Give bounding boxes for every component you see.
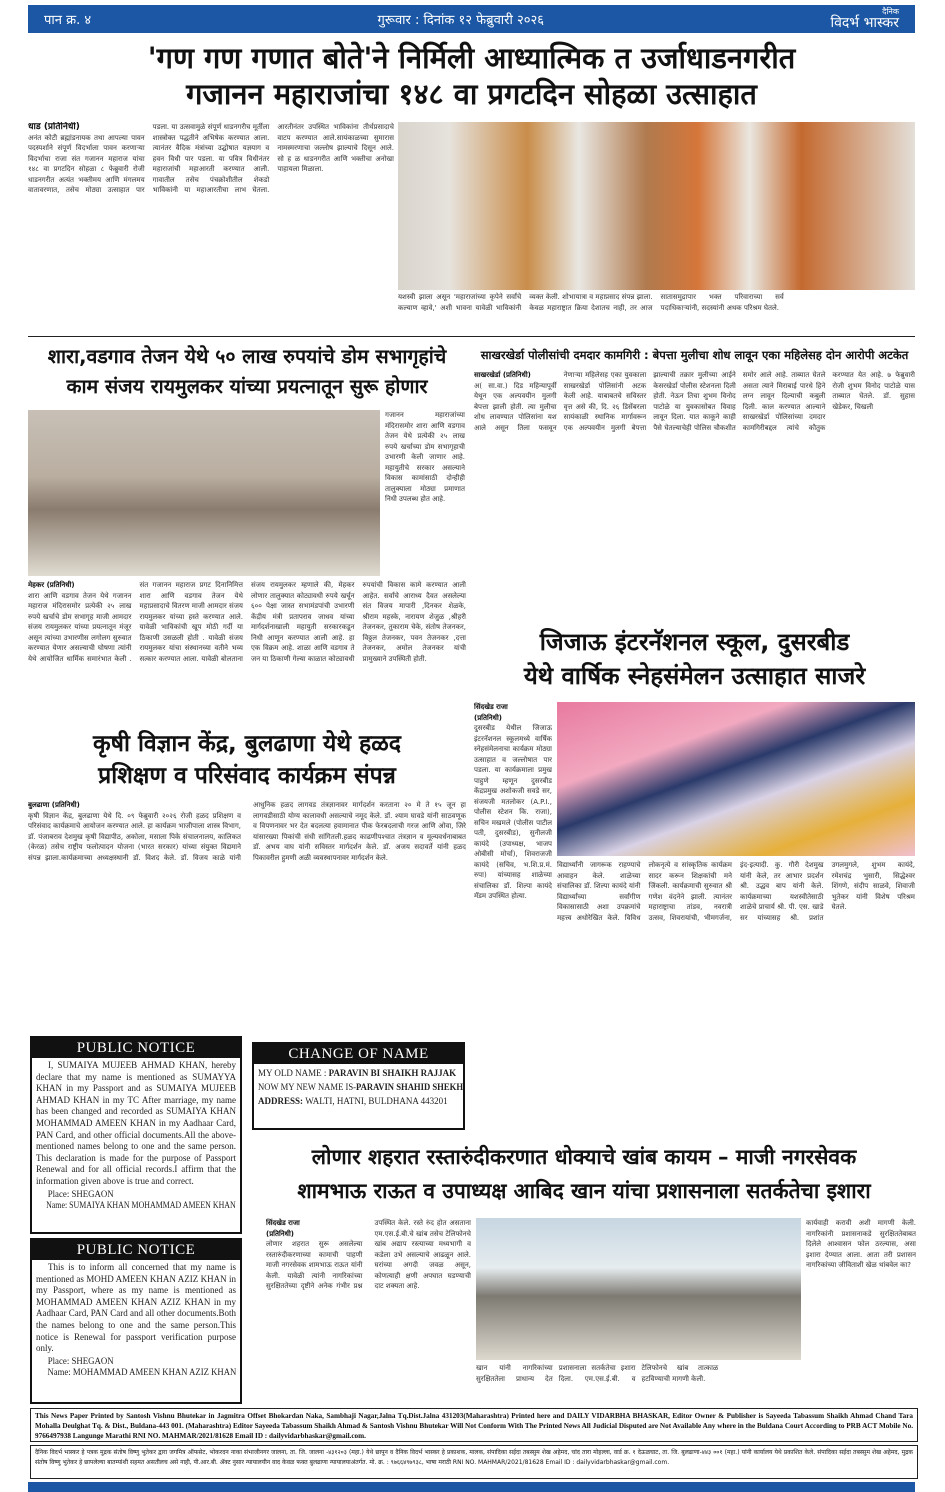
headline-gajanan xyxy=(28,40,915,112)
old-name-line xyxy=(258,1066,459,1080)
old-name: PARAVIN BI SHAIKH RAJJAK xyxy=(328,1068,457,1078)
photo-felicitation xyxy=(28,410,380,576)
dateline: मेहकर (प्रतिनिधी) xyxy=(28,581,75,589)
dateline: (प्रतिनिधी) xyxy=(266,1229,295,1238)
article-text: कृषी विज्ञान केंद्र, बुलढाणा येथे दि. ०९ फेब्रुवारी २०२६ रोजी हळद प्रशिक्षण व परिसंवाद कार्यक्रमाचे आयोजन करण्यात आले. हा कार्यक्रम भाजीपाला शास्त्र विभाग, डॉ. पंजाबराव देशमुख कृषी विद्यापीठ, अकोला, मसाला पिके संचालनालय, कालिकत (केरळ) तसेच राष्ट्रीय फलोत्पादन योजना (भारत सरकार) यांच्या संयुक्त विद्यमाने संपन्न झाला.कार्यक्रमाच्या अध्यक्षस्थानी डॉ. विशद केले. डॉ. विजय काळे यांनी आधुनिक हळद लागवड तंत्रज्ञानावर मार्गदर्शन करताना २० मे ते १५ जून हा लागवडीसाठी योग्य कालावधी असल्याचे नमूद केले. डॉ. श्याम घावडे यांनी साठवणूक व विपणनावर भर देत बदलत्या हवामानात पीक फेरबदलाची गरज आणि ओवा, जिरे यांसारख्या पिकांची संधी सांगितली.हळद काढणीपश्चात तंत्रज्ञान व मूल्यवर्धनाबाबत डॉ. अभय वाघ यांनी सविस्तर मार्गदर्शन केले. डॉ. अजय सदावर्ते यांनी हळद पिकावरील हुमणी अळी व्यवस्थापनावर मार्गदर्शन केले. xyxy=(28,801,466,862)
photo-caption: यशस्वी झाला असून 'महाराजांच्या कृपेने सर्वांचे कल्याण व्हावे,' अशी भावना यावेळी भाविकांनी व्यक्त केली. शोभायात्रा व महाप्रसाद संपन्न झाला. केवळ महाराष्ट्रात क्रिया देशातच नाही, तर आज सातासमुद्रापार भक्त परिवाराच्या सर्व पदाधिकाऱ्यांनी, सदस्यांनी अथक परिश्रम घेतले. xyxy=(398,293,784,312)
notice-place: Place: SHEGAON xyxy=(47,1355,114,1366)
notice-text: I, SUMAIYA MUJEEB AHMAD KHAN, hereby declare that my name is mentioned as SUMAYYA KHAN in my Passport and as SUMAIYA MUJEEB AHMAD KHAN in my TC After marriage, my name has been changed and recorded as SUMAIYA KHAN MOHAMMAD AMEEN KHAN in my Aadhaar Card, PAN Card, and other official documents.All the above-mentioned names belong to one and the same person. This declaration is made for the purpose of Passport Renewal and for all official records.I affirm that the information given above is true and correct. xyxy=(36,1060,236,1186)
issue-date: गुरूवार : दिनांक १२ फेब्रुवारी २०२६ xyxy=(377,13,545,28)
article-shara-body xyxy=(28,580,466,690)
divider xyxy=(28,336,915,337)
headline-line: प्रशिक्षण व परिसंवाद कार्यक्रम संपन्न xyxy=(98,763,396,789)
notice-name: Name: MOHAMMAD AMEEN KHAN AZIZ KHAN xyxy=(47,1367,237,1378)
article-text: अनंत कोटी ब्रह्मांडनायक तथा आपल्या पावन पदस्पर्शाने संपूर्ण विदर्भाला पावन करणाऱ्या विदर्भाचा राजा संत गजानन महाराज यांचा १४८ वा प्रगटदिन सोहळा ८ फेब्रुवारी रोजी धाडनगरीत अत्यंत भक्तीमय आणि मंगलमय वातावरणात, तसेच मोठ्या उत्साहात पार पडला. या उत्सवामुळे संपूर्ण धाडनगरीच मूर्तीला शास्त्रोक्त पद्धतीने अभिषेक करण्यात आला. त्यानंतर वैदिक मंत्रांच्या उद्घोषात यज्ञयाग व हवन विधी पार पडला. या पवित्र विधीनंतर महाराजांची महाआरती करण्यात आली. गावातील तसेच पंचक्रोशीतील शेकडो भाविकांनी या महाआरतीचा लाभ घेतला. आरतीनंतर उपस्थित भाविकांना तीर्थप्रसादाचे वाटप करण्यात आले.सायंकाळच्या सुमारास नामस्मरणाचा जल्लोष झाल्याचे दिसून आले. सो ह ळ धाडनगरीत आणि भक्तीचा अनोखा पाहायला मिळाला. xyxy=(28,123,394,194)
notice-name: Name: SUMAIYA KHAN MOHAMMAD AMEEN KHAN xyxy=(46,1200,236,1211)
photo-caption: खान यांनी नागरिकांच्या सुरक्षिततेला प्राधान्य देत प्रशासनाला सतर्कतेचा इशारा दिला. एम.एस.ई.बी. व टेलिफोनचे खांब तात्काळ हटविण्याची मागणी केली. xyxy=(476,1364,719,1383)
notice-place: Place: SHEGAON xyxy=(47,1188,114,1199)
article-sakharkherda-body xyxy=(474,370,915,615)
address-label: ADDRESS: xyxy=(258,1096,306,1106)
dateline: (प्रतिनिधी) xyxy=(474,713,503,722)
photo-school-event xyxy=(557,702,915,856)
article-text: दुसरबीड येथील जिजाऊ इंटरनॅशनल स्कूलमध्ये वार्षिक स्नेहसंमेलनाचा कार्यक्रम मोठ्या उत्साहात व जल्लोषात पार पडला. या कार्यक्रमाला प्रमुख पाहुणे म्हणून दुसरबीड केंद्रप्रमुख अशोकजी सवडे सर, संजयजी मतलोकर (A.P.I., पोलीस स्टेशन कि. राजा), सचिन मखमले (पोलीस पाटील पती, दुसरबीड), सुनीलजी कायंदे (उपाध्यक्ष, भाजप ओबीसी मोर्चा), शिवराजजी कायंदे (सचिव, भ.शि.प्र.मं. रुपा) यांच्यासह शाळेच्या संचालिका डॉ. शिल्पा कायंदे मॅडम उपस्थित होत्या. xyxy=(474,724,552,900)
masthead-bar xyxy=(28,5,915,33)
article-shara-side: गजानन महाराजांच्या मंदिरासमोर शारा आणि वडगाव तेजन येथे प्रत्येकी २५ लाख रुपये खर्चाच्या डोम सभागृहाची उभारणी केली जाणार आहे. महायुतीचे सरकार असल्याने विकास कामांसाठी दोन्हीही तालुक्याला मोठ्या प्रमाणात निधी उपलब्ध होत आहे. xyxy=(385,411,465,503)
old-name-label: MY OLD NAME : xyxy=(258,1068,329,1078)
newspaper-logo xyxy=(830,8,899,30)
headline-shara xyxy=(28,342,466,402)
headline-line: जिजाऊ इंटरनॅशनल स्कूल, दुसरबीड xyxy=(539,628,850,656)
article-text: शारा आणि वडगाव तेजन येथे गजानन महाराज मंदिरासमोर प्रत्येकी २५ लाख रुपये खर्चाचे डोम सभागृह माजी आमदार संजय रायमुलकर यांच्या प्रयत्नातून मंजूर असून त्यांच्या उभारणीस लगोलग सुरुवात करण्यात येणार असल्याची घोषणा त्यांनी येथे आयोजित धार्मिक समारंभात केली . संत गजानन महाराज प्रगट दिनानिमित्त शारा आणि वडगाव तेजन येथे महाप्रसादाचे वितरण माजी आमदार संजय रायमुलकर यांच्या हस्ते करण्यात आले. यावेळी भाविकांची खूप मोठी गर्दी या ठिकाणी उसळली होती . यावेळी संजय रायमुलकर यांचा संस्थानच्या वतीने भव्य सत्कार करण्यात आला. यावेळी बोलताना संजय रायमुलकर म्हणाले की, मेहकर लोणार तालुक्यात कोट्यावधी रुपये खर्चून ६०० पेक्षा जास्त सभामंडपांची उभारणी केंद्रीय मंत्री प्रतापराव जाधव यांच्या मार्गदर्शनाखाली महायुती सरकारकडून निधी आणून करण्यात आली आहे. हा एक विक्रम आहे. शाळा आणि वडगाव ते जन या ठिकाणी गेल्या काळात कोट्यावधी रुपयांची विकास कामे करण्यात आली आहेत. सर्वांचे आराध्य दैवत असलेल्या संत विजय मापारी ,दिनकर शेळके, श्रीराम महस्के, नारायण शेजुळ ,श्रीहरी तेजनकर, तुकाराम चेके, संतोष तेजनकर, विठ्ठल तेजनकर, पवन तेजनकर ,दत्ता तेजनकर, अमोल तेजनकर यांची प्रामुख्याने उपस्थिती होती. xyxy=(28,581,466,663)
headline-sakharkherda xyxy=(474,346,915,364)
dateline: धाड (प्रतिनिधी) xyxy=(28,122,80,132)
notice-title: CHANGE OF NAME xyxy=(254,1044,463,1064)
headline-krushi xyxy=(28,728,466,792)
dateline: सिंदखेड राजा xyxy=(266,1219,300,1227)
notice-title: PUBLIC NOTICE xyxy=(32,1038,240,1058)
headline-line: गजानन महाराजांचा १४८ वा प्रगटदिन सोहळा उत्साहात xyxy=(186,77,757,111)
notice-text: This is to inform all concerned that my name is mentioned as MOHD AMEEN KHAN AZIZ KHAN in my Passport, where as my name is mentioned as MOHAMMAD AMEEN KHAN AZIZ KHAN in my Aadhaar Card, PAN Card and all other documents.Both the names belong to one and the same person.This notice is Renewal for passport verification purpose only. xyxy=(36,1262,236,1354)
change-of-name-notice xyxy=(252,1042,465,1130)
article-text: लोणार शहरात सुरू असलेल्या रस्तारुंदीकरणाच्या कामाची पाहणी माजी नगरसेवक शामभाऊ राऊत यांनी केली. यावेळी त्यांनी नागरिकांच्या सुरक्षिततेच्या दृष्टीने अनेक गंभीर प्रश्न उपस्थित केले. रस्ते रुंद होत असताना एम.एस.ई.बी.चे खांब तसेच टेलिफोनचे खांब अद्याप रस्त्याच्या मध्यभागी व कडेला उभे असल्याचे आढळून आले. घरांच्या अगदी जवळ असून, कोणत्याही क्षणी अपघात घडण्याची दाट शक्यता आहे. xyxy=(266,1219,471,1290)
address: WALTI, HATNI, BULDHANA 443201 xyxy=(305,1096,448,1106)
headline-line: 'गण गण गणात बोते'ने निर्मिली आध्यात्मिक त उर्जाधाडनगरीत xyxy=(147,41,796,75)
article-krushi-body xyxy=(28,800,466,1030)
headline-line: शारा,वडगाव तेजन येथे ५० लाख रुपयांचे डोम सभागृहांचे xyxy=(47,345,447,368)
article-lonar-body xyxy=(266,1218,471,1403)
headline-line: काम संजय रायमुलकर यांच्या प्रयत्नातून सुरू होणार xyxy=(66,375,428,398)
article-gajanan-body xyxy=(28,122,394,332)
headline-lonar xyxy=(250,1140,918,1208)
headline-line: कृषी विज्ञान केंद्र, बुलढाणा येथे हळद xyxy=(93,731,401,757)
address-line xyxy=(258,1094,459,1108)
public-notice-2 xyxy=(30,1238,242,1404)
logo-small-text: दैनिक xyxy=(882,7,899,16)
dateline: बुलढाणा (प्रतिनिधी) xyxy=(28,801,80,809)
page-number: पान क्र. ४ xyxy=(44,13,92,28)
headline-line: येथे वार्षिक स्नेहसंमेलन उत्साहात साजरे xyxy=(523,662,866,690)
article-jijau-body: विद्यार्थ्यांनी जागरूक राहण्याचे आवाहन केले. शाळेच्या संचालिका डॉ. शिल्पा कायंदे यांनी विद्यार्थ्यांच्या सर्वांगीण विकासासाठी अशा उपक्रमांचे महत्त्व अधोरेखित केले. विविध लोकनृत्ये व सांस्कृतिक कार्यक्रम सादर करून शिक्षकांची मने जिंकली. कार्यक्रमाची सुरुवात श्री गणेश वंदनेने झाली. त्यानंतर महाराष्ट्राचा तांडव, नवरात्री उत्सव, शिवरायांची, भीमगर्जना, इंद-इत्यादी. कु. गौरी देशमुख यांनी केले, तर आभार प्रदर्शन श्री. उद्धव बाप यांनी केले. कार्यक्रमाच्या यशस्वीतेसाठी शाळेचे प्राचार्य श्री. पी. एस. खाडे सर यांच्यासह श्री. प्रशांत उगलमुगले, शुभम कायंदे, रमेशचंद्र भुसारी, सिद्धेश्वर शिंगणे, संदीप साळवे, शिवाजी भुतेकर यांनी विशेष परिश्रम घेतले. xyxy=(557,861,915,922)
new-name-label: NOW MY NEW NAME IS- xyxy=(258,1082,357,1092)
headline-line: शामभाऊ राऊत व उपाध्यक्ष आबिद खान यांचा प्रशासनाला सतर्कतेचा इशारा xyxy=(297,1179,871,1203)
notice-title: PUBLIC NOTICE xyxy=(32,1240,240,1260)
dateline: सिंदखेड राजा xyxy=(474,703,508,711)
headline-line: लोणार शहरात रस्तारुंदीकरणात धोक्याचे खांब कायम – माजी नगरसेवक xyxy=(311,1145,857,1169)
new-name-line xyxy=(258,1080,464,1094)
imprint-marathi: दैनिक विदर्भ भास्कर हे पत्रक मुद्रक संतोष विष्णु भुतेकर द्वारा जगमित्र ऑफसेट, भोकरदन नाका संभाजीनगर जालना, ता. जि. जालना -४३१२०३ (महा.) येथे छापून व दैनिक विदर्भ भास्कर हे प्रकाशक, मालक, संपादिका सईदा तबस्सुम शेख अहेमद, चांद तारा मोहल्ला, वार्ड क्र. १ देऊळघाट, ता. जि. बुलढाणा-४४३ ००१ (महा.) यांनी कार्यालय येथे प्रकाशित केले. संपादिका सईदा तबस्सुम शेख अहेमद, मुद्रक संतोष विष्णु भुतेकर हे छापलेल्या बातम्यांशी सहमत असतीलच असे नाही, पी.आर.बी. ॲक्ट नुसार न्यायालयीन वाद केवळ फक्त बुलढाणा न्यायालयाअंतर्गत. मो. क्र. : ९७६६४९७९३८, भाषा मराठी RNI NO. MAHMAR/2021/81628 Email ID : dailyvidarbhaskar@gmail.com. xyxy=(30,1445,918,1479)
headline-jijau xyxy=(474,625,915,693)
photo-procession xyxy=(398,122,915,290)
headline-line: साखरखेर्डा पोलीसांची दमदार कामगिरी : बेपत्ता मुलीचा शोध लावून एका महिलेसह दोन आरोपी अटकेत xyxy=(480,348,909,362)
logo-text: विदर्भ भास्कर xyxy=(830,15,899,31)
photo-road-inspection xyxy=(476,1218,801,1360)
article-text: अ( सा.वा.) दिड महिन्यापूर्वी येथून एक अल्पवयीन मुलगी बेपत्ता झाली होती. त्या मुलीचा शोध लावण्यात पोलिसांना यश आले असून तिला फसवून नेणाऱ्या महिलेसह एका युवकाला साखरखेर्डा पोलिसांनी अटक केली आहे. याबाबतचे सविस्तर वृत्त असे की, दि. २६ डिसेंबरला सायंकाळी स्थानिक मार्गावरून एक अल्पवयीन मुलगी बेपत्ता झाल्याची तक्रार मुलीच्या आईने केसरखेर्डा पोलीस स्टेशनला दिली होती. नेऊन तिचा शुभम विनोद पाटोळे या युवकासोबत विवाह लावून दिला. यात काकूने काही पैसे घेतल्याचेही पोलिस चौकशीत समोर आले आहे. ताब्यात घेतले असता त्याने मिराबाई पारधे हिने लग्न लावून दिल्याची कबुली दिली. काल करण्यात आल्याने साखरखेर्डा पोलिसांच्या दमदार कामगिरीबद्दल त्यांचे कौतुक करण्यात येत आहे. ७ फेब्रुवारी रोजी शुभम विनोद पाटोळे यास ताब्यात घेतले. डॉ. सुहास खेडेकर, चिखली xyxy=(474,371,915,432)
article-lonar-right: कार्यवाही करावी अशी मागणी केली. नागरिकांनी प्रशासनाकडे सुरक्षिततेबाबत दिलेले आश्वासन फोल ठरल्यास, असा इशारा देण्यात आला. आता तरी प्रशासन नागरिकांच्या जीविताशी खेळ थांबवेल का? xyxy=(806,1219,916,1269)
dateline: साखरखेर्डा (प्रतिनिधी) xyxy=(474,371,531,379)
article-jijau-side xyxy=(474,702,552,1134)
new-name: PARAVIN SHAHID SHEKH xyxy=(356,1082,464,1092)
public-notice-1 xyxy=(30,1036,242,1234)
imprint-english: This News Paper Printed by Santosh Vishnu Bhutekar in Jagmitra Offset Bhokardan Naka, Sambhaji Nagar,Jalna Tq.Dist.Jalna 431203(Maharashtra) Printed here and DAILY VIDARBHA BHASKAR, Editor Owner & Publisher is Sayeeda Tabassum Shaikh Ahmad Chand Tara Mohalla Deulghat Tq. & Dist., Buldana-443 001. (Maharashtra) Editor Sayeeda Tabassum Shaikh Ahmad & Santosh Vishnu Bhutekar Will Not Conform With The Printed News All Judicial Disputed are Not Available Any where in the Buldana Court According to PRB ACT Mobile No. 9766497938 Langunge Marathi RNI NO. MAHMAR/2021/81628 Email ID : dailyvidarbhaskar@gmail.com. xyxy=(30,1408,918,1442)
bottom-bar xyxy=(28,1482,915,1492)
